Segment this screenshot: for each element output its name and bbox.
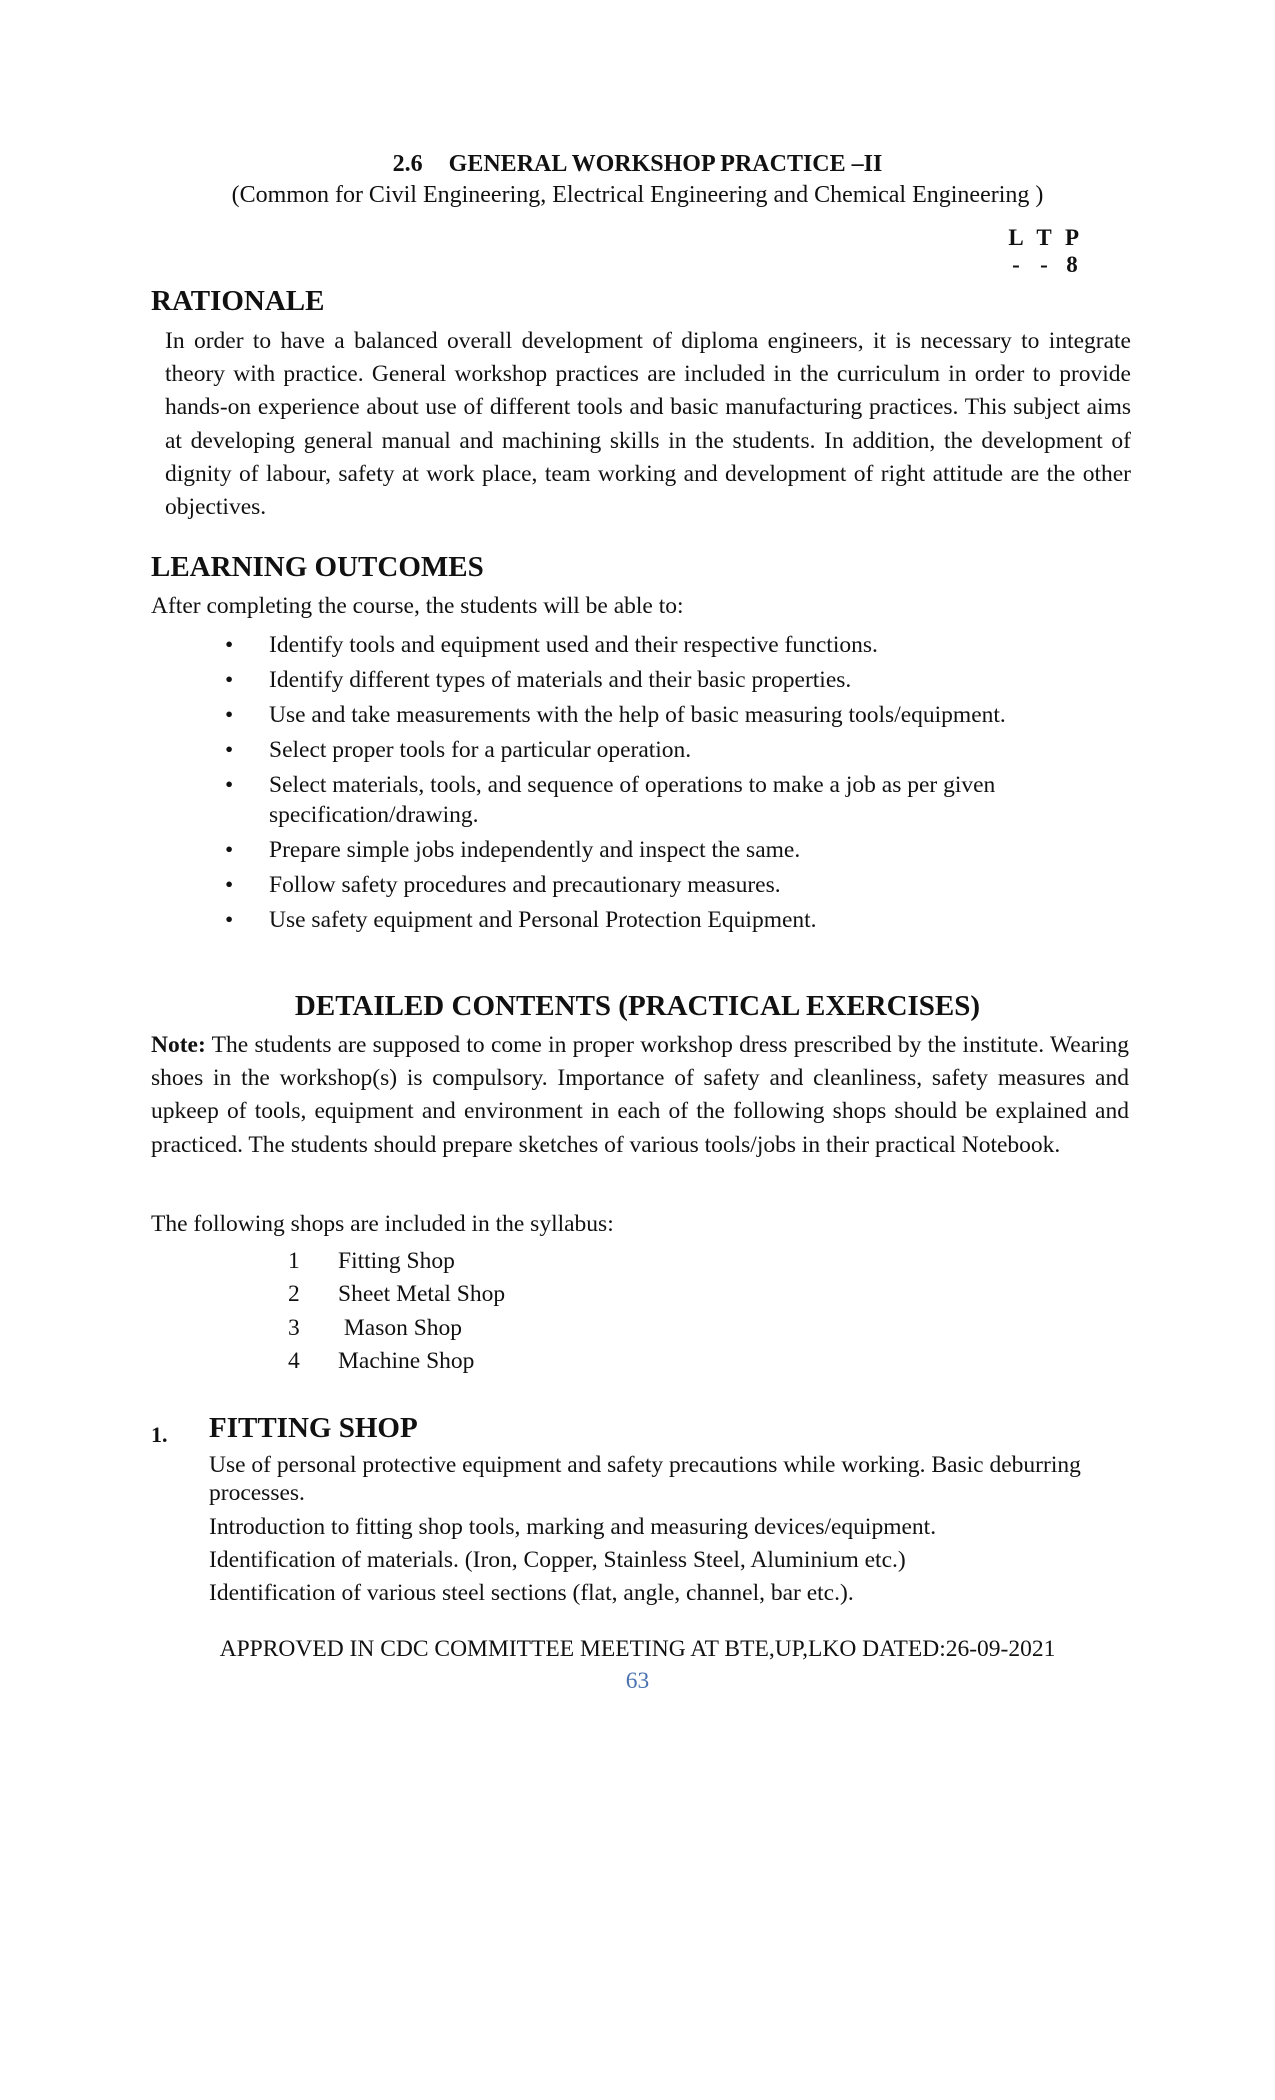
list-item: • Use and take measurements with the help of basic measuring tools/equipment. <box>225 702 1006 728</box>
bullet-icon: • <box>225 837 234 863</box>
list-item: • Prepare simple jobs independently and inspect the same. <box>225 837 801 863</box>
list-item: • Select materials, tools, and sequence of operations to make a job as per given specification/drawing. <box>225 772 996 828</box>
course-title <box>0 151 1275 178</box>
fitting-line: Identification of various steel sections (flat, angle, channel, bar etc.). <box>209 1580 854 1606</box>
list-item: • Use safety equipment and Personal Protection Equipment. <box>225 907 817 933</box>
list-item: • Select proper tools for a particular operation. <box>225 737 692 763</box>
rationale-heading: RATIONALE <box>151 285 325 317</box>
course-number: 2.6 <box>392 151 423 177</box>
fitting-line: Introduction to fitting shop tools, marking and measuring devices/equipment. <box>209 1514 937 1540</box>
ltp-header-t: T <box>1036 225 1054 250</box>
fitting-line: Identification of materials. (Iron, Copper, Stainless Steel, Aluminium etc.) <box>209 1547 906 1573</box>
ltp-header-p: P <box>1064 225 1082 250</box>
bullet-icon: • <box>225 737 234 763</box>
detailed-contents-heading: DETAILED CONTENTS (PRACTICAL EXERCISES) <box>294 990 981 1022</box>
note-label: Note: <box>151 1032 206 1058</box>
bullet-icon: • <box>225 872 234 898</box>
learning-outcomes-list <box>225 630 1105 940</box>
list-item: • Identify tools and equipment used and their respective functions. <box>225 632 878 658</box>
fitting-line: Use of personal protective equipment and safety precautions while working. Basic deburring processes. <box>209 1452 1081 1506</box>
note-text: The students are supposed to come in proper workshop dress prescribed by the institute. Wearing shoes in the workshop(s) is compulsory. Importance of safety and cleanliness, safety measures and upkeep of tools, equipment and environment in each of the following shops should be explained and practiced. The students should prepare sketches of various tools/jobs in their practical Notebook. <box>151 1032 1129 1158</box>
course-name: GENERAL WORKSHOP PRACTICE –II <box>448 151 883 177</box>
approval-footer: APPROVED IN CDC COMMITTEE MEETING AT BTE,UP,LKO DATED:26-09-2021 <box>219 1636 1056 1662</box>
list-item: • Follow safety procedures and precautionary measures. <box>225 872 781 898</box>
ltp-value-l: - <box>1012 252 1022 277</box>
list-item: 4 Machine Shop <box>288 1347 475 1374</box>
fitting-shop-content <box>209 1451 1155 1610</box>
list-item: • Identify different types of materials and their basic properties. <box>225 667 852 693</box>
list-item: 2 Sheet Metal Shop <box>288 1281 506 1308</box>
bullet-icon: • <box>225 667 234 693</box>
ltp-value-t: - <box>1040 252 1050 277</box>
bullet-icon: • <box>225 632 234 658</box>
ltp-value-p: 8 <box>1066 252 1080 277</box>
note-paragraph <box>151 1029 1129 1162</box>
shops-list <box>288 1245 505 1378</box>
bullet-icon: • <box>225 907 234 933</box>
list-item: 1 Fitting Shop <box>288 1248 455 1274</box>
ltp-header-row <box>1003 225 1087 251</box>
ltp-value-row <box>1003 252 1087 278</box>
fitting-shop-heading: FITTING SHOP <box>209 1412 418 1444</box>
course-subtitle: (Common for Civil Engineering, Electrical Engineering and Chemical Engineering ) <box>231 182 1044 208</box>
shops-intro: The following shops are included in the syllabus: <box>151 1211 614 1237</box>
rationale-text: In order to have a balanced overall development of diploma engineers, it is necessary to integrate theory with practice. General workshop practices are included in the curriculum in order to provide hands-on experience about use of different tools and basic manufacturing practices. This subject aims at developing general manual and machining skills in the students. In addition, the development of dignity of labour, safety at work place, team working and development of right attitude are the other objectives. <box>165 328 1131 521</box>
bullet-icon: • <box>225 702 234 728</box>
learning-outcomes-heading: LEARNING OUTCOMES <box>151 551 484 583</box>
bullet-icon: • <box>225 772 234 798</box>
learning-outcomes-intro: After completing the course, the students will be able to: <box>151 593 684 619</box>
ltp-header-l: L <box>1008 225 1026 250</box>
list-item: 3 Mason Shop <box>288 1314 463 1341</box>
fitting-shop-number: 1. <box>151 1422 168 1447</box>
page-number: 63 <box>625 1668 650 1694</box>
